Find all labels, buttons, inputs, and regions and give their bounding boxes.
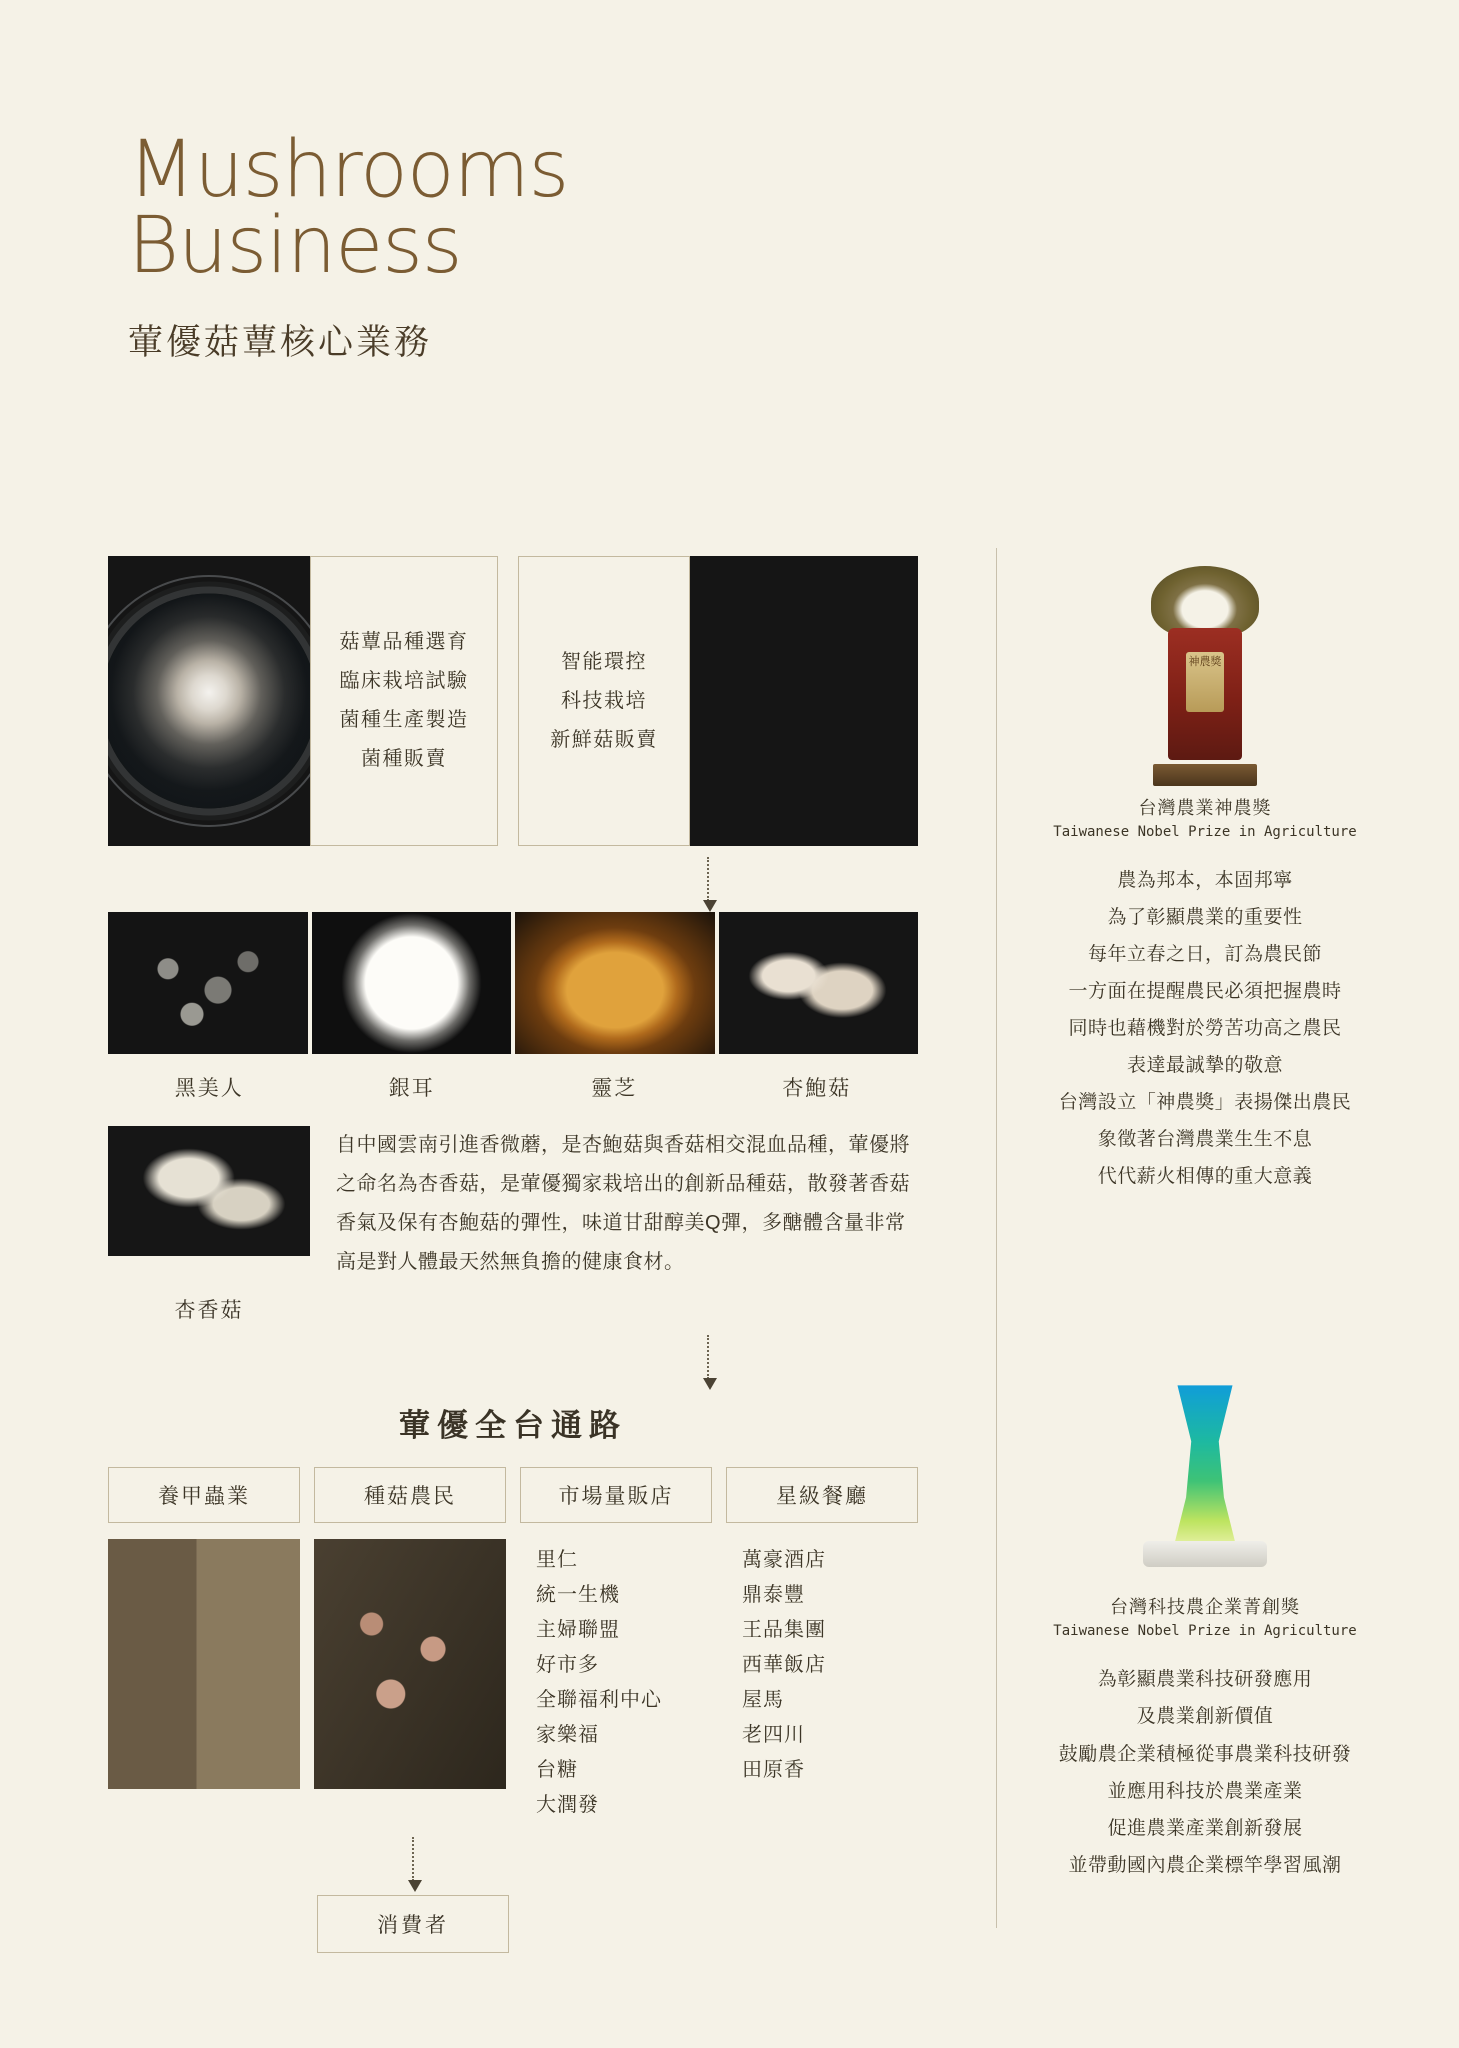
award-text-line: 表達最誠摯的敬意 xyxy=(1126,1055,1283,1077)
list-item: 王品集團 xyxy=(742,1619,826,1641)
flow-arrow-2 xyxy=(707,1335,710,1379)
award-text-line: 象徵著台灣農業生生不息 xyxy=(1097,1129,1313,1151)
list-item: 萬豪酒店 xyxy=(742,1549,826,1571)
channel-header-retail[interactable]: 市場量販店 xyxy=(520,1467,712,1523)
award-text-line: 一方面在提醒農民必須把握農時 xyxy=(1068,981,1342,1003)
species-label-2: 銀耳 xyxy=(388,1077,435,1100)
channel-col-farmers xyxy=(314,1539,506,1823)
title-line-1: Mushrooms xyxy=(128,125,569,215)
petri-dish-photo xyxy=(108,556,310,846)
species-photo-reishi xyxy=(515,912,715,1054)
channel-col-retail xyxy=(520,1539,712,1823)
cultivation-line-3: 新鮮菇販賣 xyxy=(550,728,658,751)
award-text-line: 為彰顯農業科技研發應用 xyxy=(1097,1669,1313,1691)
feature-label: 杏香菇 xyxy=(174,1299,244,1322)
award-text-line: 同時也藉機對於勞苦功高之農民 xyxy=(1068,1018,1342,1040)
flow-arrow-1 xyxy=(707,857,710,901)
award-text-line: 並應用科技於農業產業 xyxy=(1107,1780,1303,1802)
stage-one-row xyxy=(108,556,918,846)
feature-row xyxy=(108,1126,918,1282)
trophy-plate-text: 神農獎 xyxy=(1186,652,1224,712)
cultivation-box xyxy=(518,556,690,846)
species-photo-row xyxy=(108,912,918,1054)
retail-list xyxy=(520,1539,712,1823)
award-innovation xyxy=(1040,1355,1370,1883)
list-item: 大潤發 xyxy=(536,1794,599,1816)
list-item: 台糖 xyxy=(536,1759,578,1781)
species-photo-white-fungus xyxy=(312,912,512,1054)
king-oyster-photo xyxy=(690,556,918,846)
channel-col-beetle xyxy=(108,1539,300,1823)
award-trophy-photo-2 xyxy=(1040,1355,1370,1585)
page-subtitle: 葷優菇蕈核心業務 xyxy=(128,322,433,362)
list-item: 鼎泰豐 xyxy=(742,1584,805,1606)
channel-header-restaurant[interactable]: 星級餐廳 xyxy=(726,1467,918,1523)
list-item: 好市多 xyxy=(536,1654,599,1676)
flow-arrow-3-wrap xyxy=(0,1823,918,1895)
spacer xyxy=(498,556,518,846)
award-text-line: 代代薪火相傳的重大意義 xyxy=(1097,1166,1313,1188)
breeding-box xyxy=(310,556,498,846)
award-text-line: 為了彰顯農業的重要性 xyxy=(1107,907,1303,929)
award-text-1 xyxy=(1040,862,1370,1195)
award-text-line: 台灣設立「神農獎」表揚傑出農民 xyxy=(1058,1092,1352,1114)
award-text-2 xyxy=(1040,1661,1370,1883)
award-text-line: 並帶動國內農企業標竿學習風潮 xyxy=(1068,1854,1342,1876)
species-label-4: 杏鮑菇 xyxy=(782,1077,852,1100)
mushroom-log-photo xyxy=(314,1539,506,1789)
consumer-box[interactable]: 消費者 xyxy=(317,1895,509,1953)
channel-col-restaurant xyxy=(726,1539,918,1823)
species-label-1: 黑美人 xyxy=(174,1077,244,1100)
species-photo-king-oyster xyxy=(719,912,919,1054)
list-item: 西華飯店 xyxy=(742,1654,826,1676)
breeding-line-4: 菌種販賣 xyxy=(361,748,447,770)
column-divider xyxy=(996,548,997,1928)
list-item: 里仁 xyxy=(536,1549,578,1571)
species-label-3: 靈芝 xyxy=(591,1077,638,1100)
list-item: 全聯福利中心 xyxy=(536,1689,662,1711)
award-text-line: 農為邦本，本固邦寧 xyxy=(1117,870,1293,891)
award-subtitle-2: Taiwanese Nobel Prize in Agriculture xyxy=(1053,1623,1357,1640)
list-item: 田原香 xyxy=(742,1759,805,1781)
award-title-1: 台灣農業神農獎 xyxy=(1138,798,1272,818)
flow-arrow-2-wrap xyxy=(108,1324,918,1390)
cultivation-line-1: 智能環控 xyxy=(561,650,647,673)
awards-column xyxy=(1040,556,1370,1894)
award-text-line: 及農業創新價值 xyxy=(1136,1706,1274,1728)
beetle-log-photo xyxy=(108,1539,300,1789)
award-title-2: 台灣科技農企業菁創獎 xyxy=(1110,1597,1300,1618)
channel-body xyxy=(108,1539,918,1823)
list-item: 家樂福 xyxy=(536,1724,599,1746)
channel-headers xyxy=(108,1467,918,1523)
award-text-line: 鼓勵農企業積極從事農業科技研發 xyxy=(1058,1743,1352,1765)
award-subtitle-1: Taiwanese Nobel Prize in Agriculture xyxy=(1053,824,1357,840)
species-photo-black-beauty xyxy=(108,912,308,1054)
breeding-line-3: 菌種生產製造 xyxy=(339,709,469,731)
species-labels xyxy=(108,1072,918,1102)
page-title xyxy=(128,125,828,292)
channel-header-beetle[interactable]: 養甲蟲業 xyxy=(108,1467,300,1523)
workflow-column xyxy=(108,556,918,1953)
breeding-line-2: 臨床栽培試驗 xyxy=(339,670,469,692)
channel-header-farmers[interactable]: 種菇農民 xyxy=(314,1467,506,1523)
award-text-line: 促進農業產業創新發展 xyxy=(1107,1817,1303,1839)
list-item: 屋馬 xyxy=(742,1689,784,1711)
list-item: 老四川 xyxy=(742,1724,805,1746)
title-line-2: Business xyxy=(128,201,462,292)
feature-photo xyxy=(108,1126,310,1256)
list-item: 主婦聯盟 xyxy=(536,1619,620,1641)
award-shennong xyxy=(1040,556,1370,1195)
cultivation-line-2: 科技栽培 xyxy=(561,689,647,712)
breeding-line-1: 菇蕈品種選育 xyxy=(339,631,469,653)
award-trophy-photo-1 xyxy=(1040,556,1370,786)
award-text-line: 每年立春之日，訂為農民節 xyxy=(1087,944,1322,966)
list-item: 統一生機 xyxy=(536,1584,620,1606)
feature-description: 自中國雲南引進香微蘑，是杏鮑菇與香菇相交混血品種，葷優將之命名為杏香菇，是葷優獨家栽培出的創新品種菇，散發著香菇香氣及保有杏鮑菇的彈性，味道甘甜醇美Q彈，多醣體含量非常高是對人體最天然無負擔的健康食材。 xyxy=(336,1134,910,1273)
channel-title: 葷優全台通路 xyxy=(399,1408,627,1443)
page-header xyxy=(128,125,828,365)
flow-arrow-3 xyxy=(412,1837,415,1881)
restaurant-list xyxy=(726,1539,918,1788)
flow-arrow-1-wrap xyxy=(108,846,918,912)
